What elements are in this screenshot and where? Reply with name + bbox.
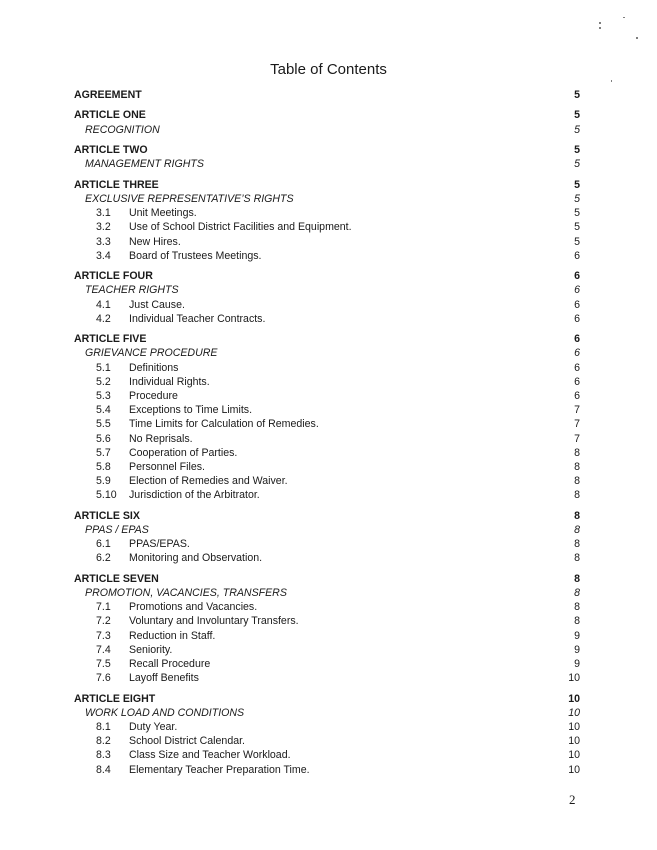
entry-page-number: 6 [574, 270, 580, 283]
toc-section-item [74, 298, 580, 312]
section-number: 5.6 [96, 432, 111, 445]
entry-label: ARTICLE EIGHT [74, 692, 156, 705]
page-title: Table of Contents [270, 61, 387, 78]
toc-section-item [74, 537, 580, 551]
entry-page-number: 6 [574, 375, 580, 388]
toc-article-heading [74, 269, 580, 283]
toc-section-item [74, 312, 580, 326]
entry-label: Procedure [129, 390, 178, 403]
toc-section-item [74, 474, 580, 488]
entry-page-number: 10 [568, 692, 580, 705]
toc-article-subtitle [74, 346, 580, 360]
entry-label: Promotions and Vacancies. [129, 601, 258, 614]
section-number: 6.2 [96, 552, 111, 565]
entry-page-number: 5 [574, 109, 580, 122]
entry-page-number: 6 [574, 249, 580, 262]
entry-page-number: 10 [568, 672, 580, 685]
entry-label: GRIEVANCE PROCEDURE [85, 347, 218, 360]
toc-section-item [74, 403, 580, 417]
section-number: 3.4 [96, 249, 111, 262]
entry-label: PROMOTION, VACANCIES, TRANSFERS [85, 587, 287, 600]
toc-section-item [74, 629, 580, 643]
entry-label: PPAS / EPAS [85, 524, 149, 537]
entry-page-number: 5 [574, 235, 580, 248]
entry-page-number: 6 [574, 347, 580, 360]
toc-section-item [74, 763, 580, 777]
toc-section-item [74, 720, 580, 734]
toc-section-item [74, 488, 580, 502]
section-number: 8.4 [96, 763, 111, 776]
toc-article-subtitle [74, 123, 580, 137]
toc-article-heading [74, 88, 580, 102]
entry-page-number: 5 [574, 193, 580, 206]
toc-article-heading [74, 143, 580, 157]
toc-section-item [74, 235, 580, 249]
toc-section-item [74, 748, 580, 762]
section-number: 5.3 [96, 390, 111, 403]
table-of-contents [74, 88, 580, 777]
entry-page-number: 7 [574, 432, 580, 445]
section-number: 5.5 [96, 418, 111, 431]
toc-section-item [74, 417, 580, 431]
entry-label: Seniority. [129, 643, 173, 656]
entry-page-number: 5 [574, 89, 580, 101]
section-number: 6.1 [96, 538, 111, 551]
entry-label: Class Size and Teacher Workload. [129, 749, 291, 762]
entry-page-number: 9 [574, 658, 580, 671]
toc-section-item [74, 249, 580, 263]
entry-label: ARTICLE FOUR [74, 270, 153, 283]
entry-label: Elementary Teacher Preparation Time. [129, 763, 310, 776]
section-number: 7.4 [96, 643, 111, 656]
entry-page-number: 5 [574, 221, 580, 234]
page-number: 2 [569, 792, 576, 807]
toc-section-item [74, 600, 580, 614]
toc-article-heading [74, 178, 580, 192]
toc-section-item [74, 446, 580, 460]
entry-page-number: 5 [574, 144, 580, 157]
toc-section-item [74, 375, 580, 389]
entry-page-number: 9 [574, 643, 580, 656]
entry-page-number: 6 [574, 333, 580, 346]
entry-page-number: 5 [574, 178, 580, 191]
scan-speck [636, 37, 638, 39]
toc-article-subtitle [74, 586, 580, 600]
toc-article-subtitle [74, 283, 580, 297]
toc-article-heading [74, 572, 580, 586]
entry-label: Duty Year. [129, 721, 178, 734]
entry-label: Board of Trustees Meetings. [129, 249, 262, 262]
section-number: 4.2 [96, 312, 111, 325]
section-number: 8.1 [96, 721, 111, 734]
toc-section-item [74, 551, 580, 565]
toc-section-item [74, 734, 580, 748]
section-number: 3.2 [96, 221, 111, 234]
toc-section-item [74, 389, 580, 403]
section-number: 7.6 [96, 672, 111, 685]
toc-article-heading [74, 692, 580, 706]
entry-label: Layoff Benefits [129, 672, 199, 685]
entry-page-number: 5 [574, 123, 580, 136]
entry-label: Election of Remedies and Waiver. [129, 475, 288, 488]
toc-article-heading [74, 509, 580, 523]
section-number: 7.5 [96, 658, 111, 671]
entry-page-number: 5 [574, 207, 580, 220]
toc-section-item [74, 671, 580, 685]
entry-label: Jurisdiction of the Arbitrator. [129, 489, 260, 502]
entry-page-number: 8 [574, 552, 580, 565]
section-number: 8.3 [96, 749, 111, 762]
section-number: 3.1 [96, 207, 111, 220]
entry-page-number: 10 [568, 706, 580, 719]
entry-label: ARTICLE THREE [74, 178, 159, 191]
entry-label: Recall Procedure [129, 658, 211, 671]
entry-label: RECOGNITION [85, 123, 160, 136]
toc-article-subtitle [74, 157, 580, 171]
entry-page-number: 7 [574, 418, 580, 431]
section-number: 8.2 [96, 735, 111, 748]
entry-page-number: 9 [574, 629, 580, 642]
scan-speck [623, 17, 625, 18]
section-number: 5.8 [96, 460, 111, 473]
scan-speck [599, 27, 601, 29]
toc-article-subtitle [74, 523, 580, 537]
section-number: 5.7 [96, 446, 111, 459]
entry-label: AGREEMENT [74, 89, 142, 101]
entry-page-number: 7 [574, 404, 580, 417]
entry-page-number: 8 [574, 475, 580, 488]
entry-page-number: 6 [574, 298, 580, 311]
toc-section-item [74, 220, 580, 234]
entry-page-number: 10 [568, 763, 580, 776]
entry-page-number: 8 [574, 524, 580, 537]
entry-label: Just Cause. [129, 298, 185, 311]
entry-page-number: 6 [574, 361, 580, 374]
entry-page-number: 8 [574, 587, 580, 600]
section-number: 5.1 [96, 361, 111, 374]
toc-article-heading [74, 108, 580, 122]
section-number: 3.3 [96, 235, 111, 248]
scan-speck [599, 22, 601, 24]
toc-section-item [74, 460, 580, 474]
entry-label: Reduction in Staff. [129, 629, 216, 642]
entry-label: PPAS/EPAS. [129, 538, 190, 551]
entry-label: Definitions [129, 361, 179, 374]
entry-label: Time Limits for Calculation of Remedies. [129, 418, 319, 431]
entry-label: WORK LOAD AND CONDITIONS [85, 706, 245, 719]
entry-label: New Hires. [129, 235, 181, 248]
section-number: 5.9 [96, 475, 111, 488]
entry-label: Personnel Files. [129, 460, 205, 473]
toc-section-item [74, 206, 580, 220]
entry-page-number: 8 [574, 538, 580, 551]
section-number: 5.10 [96, 489, 117, 502]
toc-article-heading [74, 332, 580, 346]
toc-section-item [74, 614, 580, 628]
entry-page-number: 10 [568, 721, 580, 734]
scan-speck [611, 80, 612, 82]
entry-label: ARTICLE SIX [74, 509, 140, 522]
entry-page-number: 8 [574, 601, 580, 614]
entry-label: EXCLUSIVE REPRESENTATIVE’S RIGHTS [85, 193, 294, 206]
entry-label: MANAGEMENT RIGHTS [85, 158, 204, 171]
entry-label: School District Calendar. [129, 735, 245, 748]
section-number: 4.1 [96, 298, 111, 311]
toc-article-subtitle [74, 192, 580, 206]
toc-section-item [74, 643, 580, 657]
entry-label: Individual Teacher Contracts. [129, 312, 266, 325]
toc-section-item [74, 657, 580, 671]
entry-page-number: 5 [574, 158, 580, 171]
entry-label: TEACHER RIGHTS [85, 284, 179, 297]
entry-label: Voluntary and Involuntary Transfers. [129, 615, 299, 628]
toc-section-item [74, 432, 580, 446]
toc-section-item [74, 361, 580, 375]
entry-page-number: 8 [574, 509, 580, 522]
entry-label: Cooperation of Parties. [129, 446, 238, 459]
toc-article-subtitle [74, 706, 580, 720]
entry-page-number: 8 [574, 446, 580, 459]
entry-label: Individual Rights. [129, 375, 210, 388]
section-number: 5.4 [96, 404, 111, 417]
entry-label: Exceptions to Time Limits. [129, 404, 253, 417]
entry-label: Use of School District Facilities and Equipment. [129, 221, 352, 234]
entry-label: ARTICLE FIVE [74, 333, 147, 346]
entry-page-number: 8 [574, 572, 580, 585]
entry-label: Unit Meetings. [129, 207, 197, 220]
entry-page-number: 8 [574, 489, 580, 502]
entry-page-number: 8 [574, 460, 580, 473]
entry-page-number: 6 [574, 390, 580, 403]
section-number: 5.2 [96, 375, 111, 388]
entry-page-number: 6 [574, 284, 580, 297]
section-number: 7.3 [96, 629, 111, 642]
section-number: 7.1 [96, 601, 111, 614]
entry-label: ARTICLE ONE [74, 109, 146, 122]
section-number: 7.2 [96, 615, 111, 628]
entry-page-number: 10 [568, 735, 580, 748]
entry-label: No Reprisals. [129, 432, 193, 445]
entry-page-number: 6 [574, 312, 580, 325]
entry-label: ARTICLE TWO [74, 144, 148, 157]
entry-page-number: 10 [568, 749, 580, 762]
entry-page-number: 8 [574, 615, 580, 628]
entry-label: ARTICLE SEVEN [74, 572, 159, 585]
entry-label: Monitoring and Observation. [129, 552, 263, 565]
